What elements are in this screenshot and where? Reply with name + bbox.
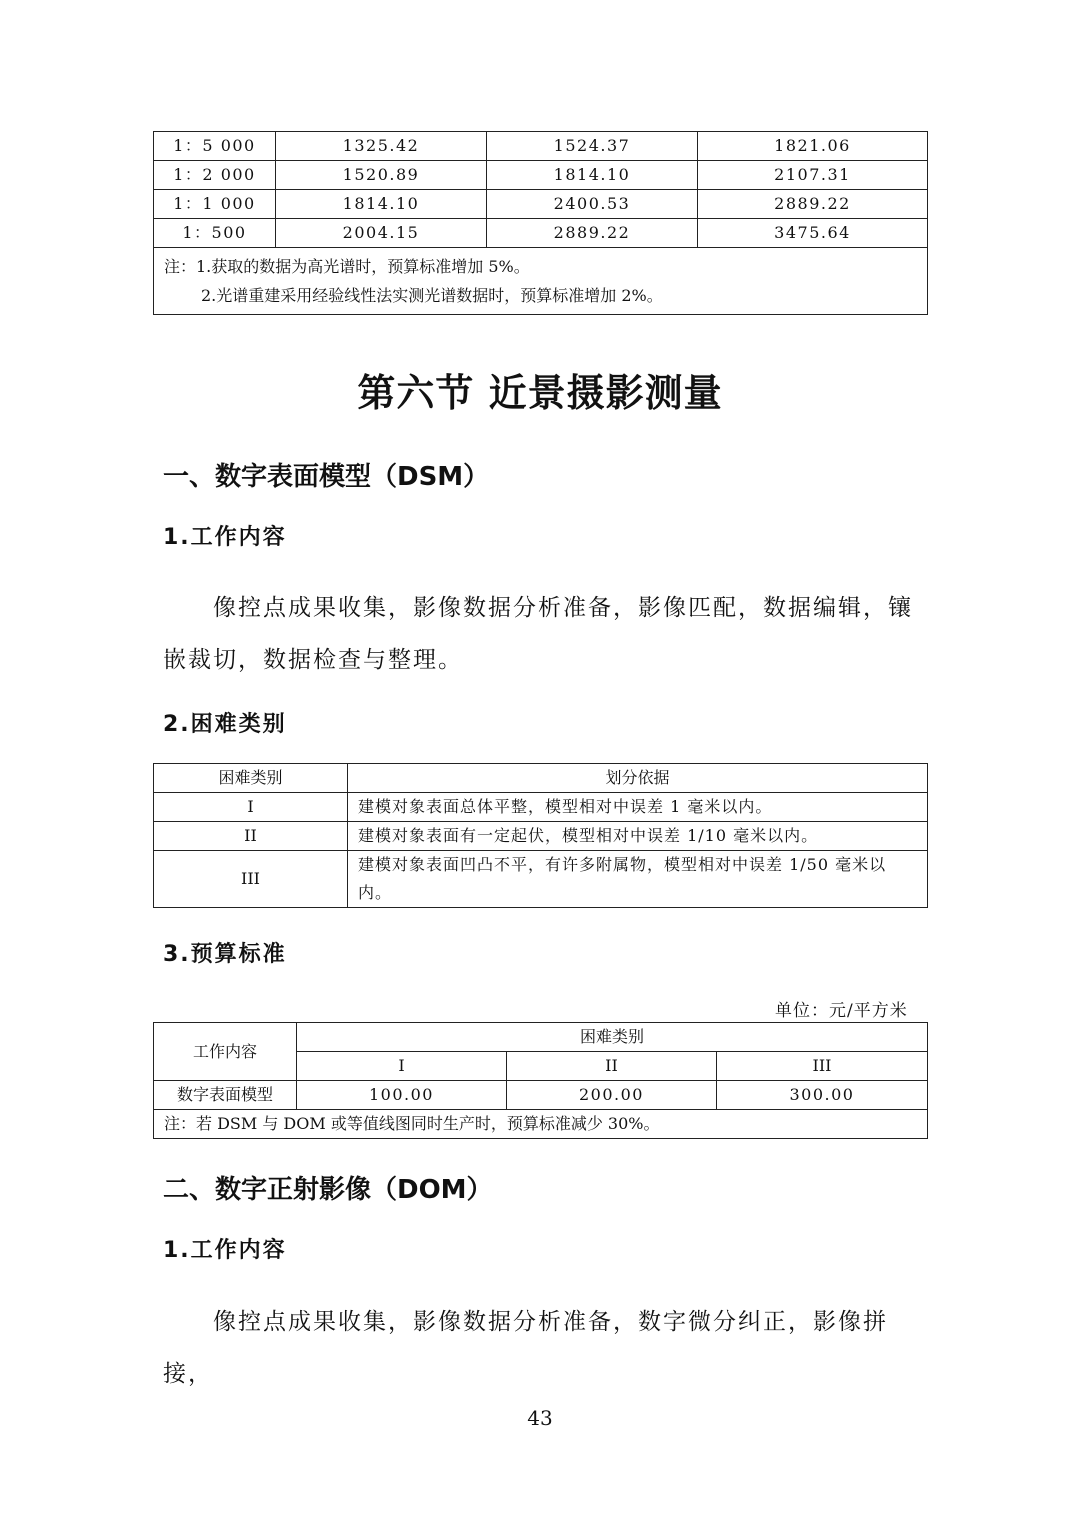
- header-cell: 划分依据: [348, 764, 928, 793]
- price-cell: 2400.53: [487, 190, 698, 219]
- table-note: [154, 248, 928, 315]
- criteria-cell: 建模对象表面总体平整，模型相对中误差 1 毫米以内。: [348, 793, 928, 822]
- table-row: [154, 132, 928, 161]
- table-row: [154, 793, 928, 822]
- scale-cell: 1：2 000: [154, 161, 276, 190]
- part1-difficulty-heading: 2.困难类别: [163, 712, 287, 737]
- price-cell: 1520.89: [276, 161, 487, 190]
- scale-cell: 1：500: [154, 219, 276, 248]
- table-header-row: [154, 1023, 928, 1052]
- budget-table: [153, 1022, 928, 1139]
- table-note-row: [154, 1110, 928, 1139]
- class-header-cell: 困难类别: [297, 1023, 928, 1052]
- table-row: [154, 219, 928, 248]
- price-cell: 100.00: [297, 1081, 507, 1110]
- table-row: [154, 1081, 928, 1110]
- note-line-2: 2.光谱重建采用经验线性法实测光谱数据时，预算标准增加 2%。: [201, 286, 663, 305]
- header-cell: 困难类别: [154, 764, 348, 793]
- scale-cell: 1：1 000: [154, 190, 276, 219]
- price-cell: 2004.15: [276, 219, 487, 248]
- table-row: [154, 822, 928, 851]
- class-cell: III: [154, 851, 348, 908]
- class-cell: I: [297, 1052, 507, 1081]
- part2-work-heading: 1.工作内容: [163, 1238, 287, 1263]
- price-cell: 1814.10: [487, 161, 698, 190]
- row-label-cell: 数字表面模型: [154, 1081, 297, 1110]
- unit-label: 单位：元/平方米: [775, 1001, 908, 1021]
- part2-heading: 二、数字正射影像（DOM）: [163, 1175, 493, 1205]
- difficulty-table: [153, 763, 928, 908]
- price-cell: 2889.22: [487, 219, 698, 248]
- price-cell: 1814.10: [276, 190, 487, 219]
- price-cell: 1524.37: [487, 132, 698, 161]
- table-row: [154, 190, 928, 219]
- price-cell: 1821.06: [698, 132, 928, 161]
- note-line-1: 注：1.获取的数据为高光谱时，预算标准增加 5%。: [164, 257, 530, 276]
- scale-price-table: [153, 131, 928, 315]
- price-cell: 3475.64: [698, 219, 928, 248]
- section-title: 第六节 近景摄影测量: [357, 371, 723, 415]
- page-number: 43: [527, 1406, 553, 1430]
- price-cell: 2107.31: [698, 161, 928, 190]
- price-cell: 2889.22: [698, 190, 928, 219]
- price-cell: 1325.42: [276, 132, 487, 161]
- part1-work-text: 像控点成果收集，影像数据分析准备，影像匹配，数据编辑，镶嵌裁切，数据检查与整理。: [163, 595, 913, 673]
- criteria-cell: 建模对象表面凹凸不平，有许多附属物，模型相对中误差 1/50 毫米以内。: [348, 851, 928, 908]
- scale-cell: 1：5 000: [154, 132, 276, 161]
- price-cell: 300.00: [717, 1081, 928, 1110]
- part1-work-heading: 1.工作内容: [163, 525, 287, 550]
- table-row: [154, 161, 928, 190]
- table-row: [154, 851, 928, 908]
- class-cell: II: [154, 822, 348, 851]
- table-note-row: [154, 248, 928, 315]
- part2-work-text: 像控点成果收集，影像数据分析准备，数字微分纠正，影像拼接，: [163, 1309, 888, 1387]
- price-cell: 200.00: [507, 1081, 717, 1110]
- work-header-cell: 工作内容: [154, 1023, 297, 1081]
- table-header-row: [154, 764, 928, 793]
- class-cell: II: [507, 1052, 717, 1081]
- part1-budget-heading: 3.预算标准: [163, 942, 287, 967]
- criteria-cell: 建模对象表面有一定起伏，模型相对中误差 1/10 毫米以内。: [348, 822, 928, 851]
- class-cell: III: [717, 1052, 928, 1081]
- table-note: 注：若 DSM 与 DOM 或等值线图同时生产时，预算标准减少 30%。: [154, 1110, 928, 1139]
- class-cell: I: [154, 793, 348, 822]
- part1-heading: 一、数字表面模型（DSM）: [163, 462, 490, 492]
